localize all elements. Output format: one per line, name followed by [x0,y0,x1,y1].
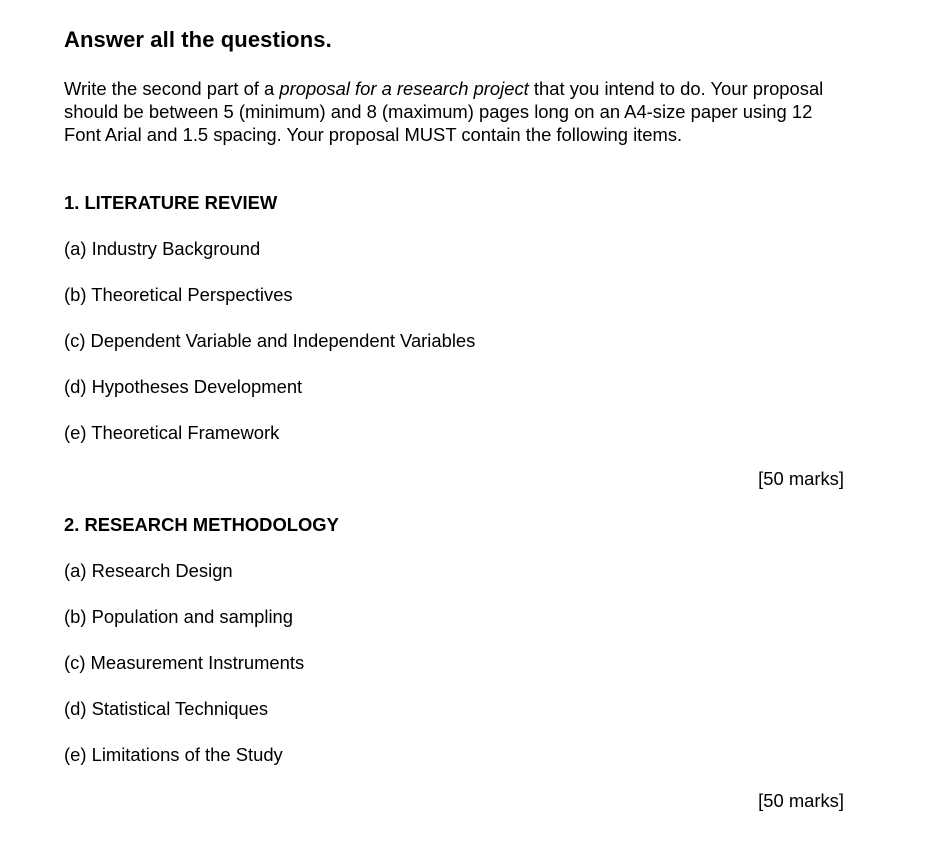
list-item: (b) Theoretical Perspectives [64,284,293,305]
intro-emphasis: proposal for a research project [279,78,529,99]
list-item: (d) Hypotheses Development [64,376,303,397]
section-heading-literature-review: 1. LITERATURE REVIEW [64,192,278,213]
list-item: (a) Industry Background [64,238,261,259]
section-marks: [50 marks] [758,468,844,489]
list-item: (e) Limitations of the Study [64,744,283,765]
list-item: (a) Research Design [64,560,233,581]
intro-text-before: Write the second part of a [64,78,280,99]
list-item: (d) Statistical Techniques [64,698,269,719]
section-heading-research-methodology: 2. RESEARCH METHODOLOGY [64,514,339,535]
list-item: (c) Dependent Variable and Independent Variables [64,330,476,351]
list-item: (b) Population and sampling [64,606,294,627]
list-item: (c) Measurement Instruments [64,652,305,673]
section-marks: [50 marks] [758,790,844,811]
page-title: Answer all the questions. [64,27,332,52]
intro-text-after: that you intend to do. Your proposal should be between 5 (minimum) and 8 (maximum) pages long on an A4-size paper using 12 Font Arial and 1.5 spacing. Your proposal MUST contain the following items. [64,78,824,145]
list-item: (e) Theoretical Framework [64,422,280,443]
intro-paragraph [64,77,834,146]
